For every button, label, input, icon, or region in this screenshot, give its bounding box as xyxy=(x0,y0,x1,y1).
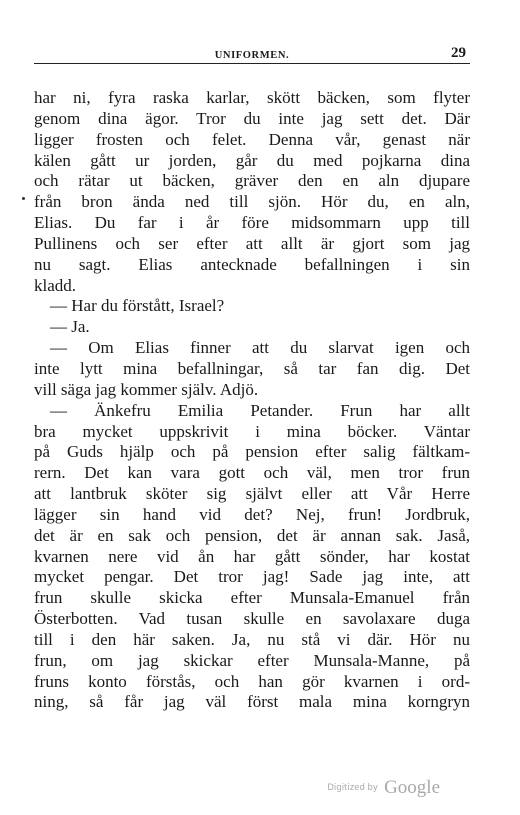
text-line: till i den här saken. Ja, nu stå vi där. Hör nu xyxy=(34,629,470,649)
text-line: har ni, fyra raska karlar, skött bäcken, som flyter xyxy=(34,88,470,107)
text-line: frun, om jag skickar efter Munsala-Manne, på xyxy=(34,650,470,670)
text-line: fruns konto förstås, och han gör kvarnen i ord- xyxy=(34,671,470,691)
text-line: rern. Det kan vara gott och väl, men tror frun xyxy=(34,463,470,483)
text-line: kvarnen nere vid ån har gått sönder, har kostat xyxy=(34,546,470,566)
text-line: från bron ända ned till sjön. Hör du, en aln, xyxy=(34,192,470,212)
watermark-prefix: Digitized by xyxy=(327,783,378,793)
text-line: — Har du förstått, Israel? xyxy=(50,296,225,316)
text-line: bra mycket uppskrivit i mina böcker. Väntar xyxy=(34,421,470,441)
text-line: vill säga jag kommer själv. Adjö. xyxy=(34,379,259,399)
text-line: genom dina ägor. Tror du inte jag sett det. Där xyxy=(34,108,470,128)
text-line: kälen gått ur jorden, går du med pojkarna dina xyxy=(34,150,470,170)
text-line: ning, så får jag väl först mala mina korngryn xyxy=(34,692,470,712)
running-title: UNIFORMEN. xyxy=(214,50,290,61)
watermark-brand: Google xyxy=(384,777,440,798)
header-rule xyxy=(34,63,470,64)
text-line: Pullinens och ser efter att allt är gjort som jag xyxy=(34,233,470,253)
text-line: ligger frosten och felet. Denna vår, genast när xyxy=(34,129,470,149)
text-line: — Om Elias finner att du slarvat igen och xyxy=(50,338,470,358)
text-line: på Guds hjälp och på pension efter salig fältkam- xyxy=(34,442,470,462)
margin-mark xyxy=(22,197,25,200)
text-line: det är en sak och pension, det är annan sak. Jaså, xyxy=(34,525,470,545)
text-line: kladd. xyxy=(34,275,77,295)
text-line: Elias. Du far i år före midsommarn upp till xyxy=(34,213,470,233)
text-line: — Änkefru Emilia Petander. Frun har allt xyxy=(50,400,470,420)
digitization-watermark xyxy=(327,777,440,799)
text-line: inte lytt mina befallningar, så tar fan dig. Det xyxy=(34,358,470,378)
text-line: och rätar ut bäcken, gräver den en aln djupare xyxy=(34,171,470,191)
text-line: nu sagt. Elias antecknade befallningen i sin xyxy=(34,254,470,274)
text-line: mycket pengar. Det tror jag! Sade jag inte, att xyxy=(34,567,470,587)
text-line: lägger sin hand vid det? Nej, frun! Jordbruk, xyxy=(34,504,470,524)
text-line: frun skulle skicka efter Munsala-Emanuel från xyxy=(34,588,470,608)
text-line: att lantbruk sköter sig självt eller att Vår Herre xyxy=(34,484,470,504)
text-line: Österbotten. Vad tusan skulle en savolaxare duga xyxy=(34,609,470,629)
body-text xyxy=(34,88,470,713)
text-line: — Ja. xyxy=(50,317,90,337)
page-number: 29 xyxy=(451,45,466,61)
